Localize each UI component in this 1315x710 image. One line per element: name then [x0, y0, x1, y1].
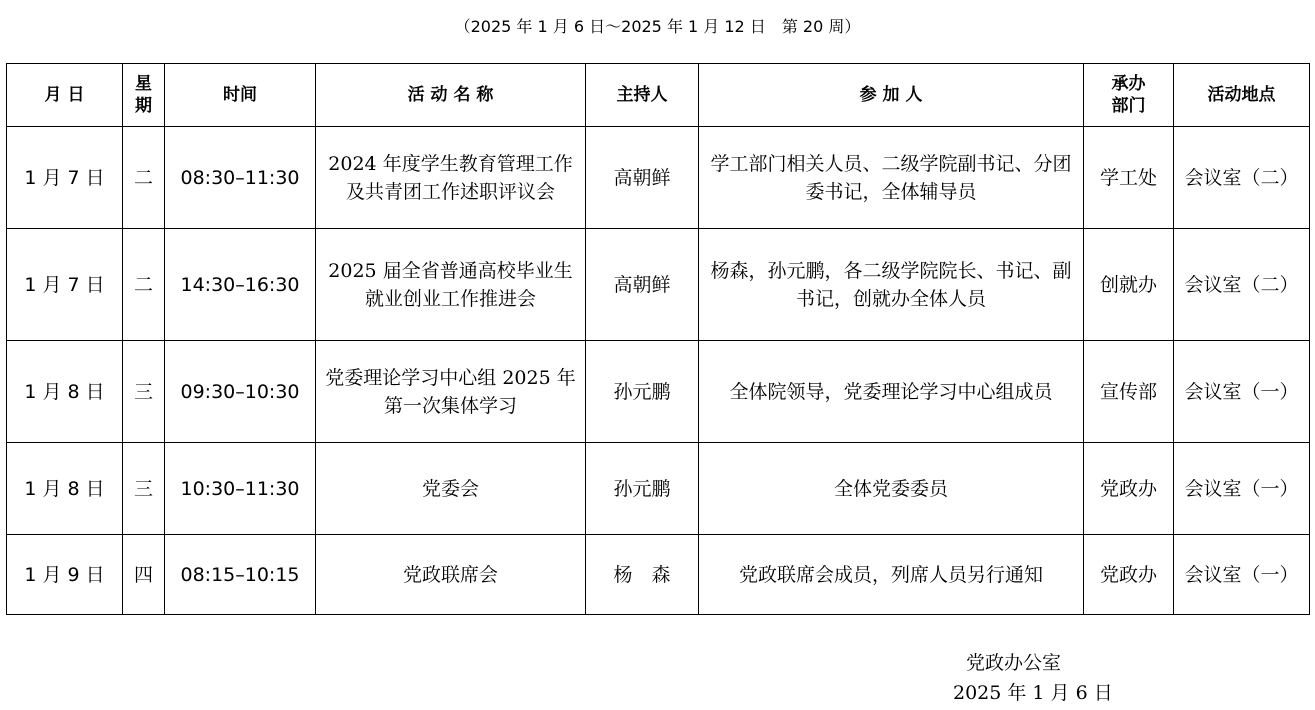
cell-activity: 2025 届全省普通高校毕业生就业创业工作推进会 [316, 229, 586, 341]
cell-host: 高朝鲜 [586, 127, 699, 229]
cell-location: 会议室（一） [1174, 535, 1310, 615]
cell-department: 创就办 [1084, 229, 1174, 341]
cell-date: 1 月 7 日 [7, 229, 123, 341]
cell-weekday: 三 [123, 341, 165, 443]
cell-date: 1 月 8 日 [7, 341, 123, 443]
cell-location: 会议室（二） [1174, 127, 1310, 229]
header-department: 承办 部门 [1084, 64, 1174, 127]
issuing-office: 党政办公室 [966, 652, 1062, 674]
cell-host: 杨 森 [586, 535, 699, 615]
cell-location: 会议室（一） [1174, 341, 1310, 443]
cell-department: 学工处 [1084, 127, 1174, 229]
table-row [7, 229, 1310, 341]
cell-time: 08:30–11:30 [165, 127, 316, 229]
cell-activity: 2024 年度学生教育管理工作及共青团工作述职评议会 [316, 127, 586, 229]
cell-host: 高朝鲜 [586, 229, 699, 341]
header-date: 月 日 [7, 64, 123, 127]
cell-activity: 党委理论学习中心组 2025 年第一次集体学习 [316, 341, 586, 443]
header-location: 活动地点 [1174, 64, 1310, 127]
header-time: 时间 [165, 64, 316, 127]
cell-department: 宣传部 [1084, 341, 1174, 443]
cell-date: 1 月 7 日 [7, 127, 123, 229]
cell-time: 14:30–16:30 [165, 229, 316, 341]
cell-department: 党政办 [1084, 535, 1174, 615]
cell-weekday: 二 [123, 127, 165, 229]
cell-time: 09:30–10:30 [165, 341, 316, 443]
cell-participants: 学工部门相关人员、二级学院副书记、分团委书记，全体辅导员 [699, 127, 1084, 229]
issue-date: 2025 年 1 月 6 日 [953, 682, 1113, 704]
cell-date: 1 月 9 日 [7, 535, 123, 615]
table-row [7, 443, 1310, 535]
cell-weekday: 三 [123, 443, 165, 535]
header-weekday: 星 期 [123, 64, 165, 127]
cell-weekday: 二 [123, 229, 165, 341]
cell-host: 孙元鹏 [586, 341, 699, 443]
cell-participants: 杨森，孙元鹏，各二级学院院长、书记、副书记，创就办全体人员 [699, 229, 1084, 341]
cell-host: 孙元鹏 [586, 443, 699, 535]
header-host: 主持人 [586, 64, 699, 127]
table-row [7, 535, 1310, 615]
header-participants: 参 加 人 [699, 64, 1084, 127]
table-header-row [7, 64, 1310, 127]
cell-time: 08:15–10:15 [165, 535, 316, 615]
cell-weekday: 四 [123, 535, 165, 615]
cell-participants: 党政联席会成员，列席人员另行通知 [699, 535, 1084, 615]
table-row [7, 341, 1310, 443]
cell-participants: 全体党委委员 [699, 443, 1084, 535]
header-activity: 活 动 名 称 [316, 64, 586, 127]
weekly-schedule-table [6, 63, 1310, 615]
cell-date: 1 月 8 日 [7, 443, 123, 535]
cell-time: 10:30–11:30 [165, 443, 316, 535]
cell-activity: 党委会 [316, 443, 586, 535]
table-row [7, 127, 1310, 229]
cell-location: 会议室（二） [1174, 229, 1310, 341]
cell-location: 会议室（一） [1174, 443, 1310, 535]
cell-participants: 全体院领导，党委理论学习中心组成员 [699, 341, 1084, 443]
cell-department: 党政办 [1084, 443, 1174, 535]
week-range-subtitle: （2025 年 1 月 6 日～2025 年 1 月 12 日 第 20 周） [454, 17, 861, 36]
cell-activity: 党政联席会 [316, 535, 586, 615]
